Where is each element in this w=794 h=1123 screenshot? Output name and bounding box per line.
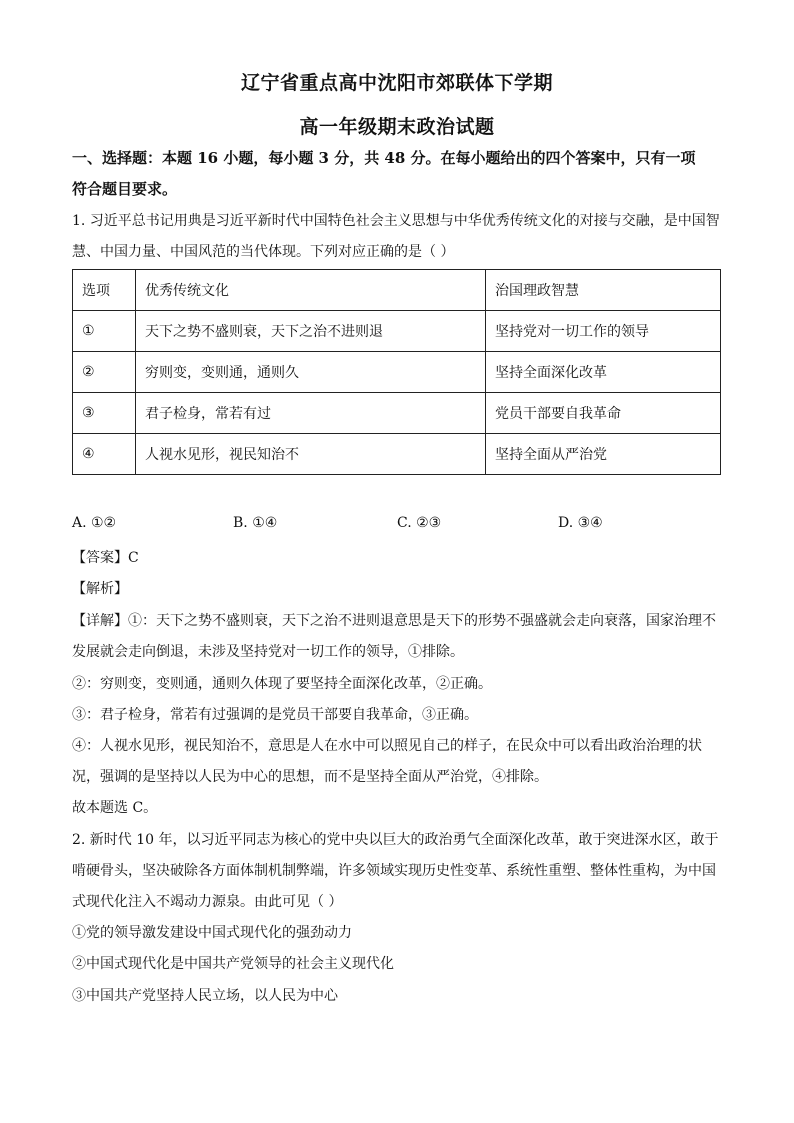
table-header-cell: 治国理政智慧	[486, 270, 721, 311]
q1-analysis-label: 【解析】	[72, 581, 128, 597]
table-cell: ④	[73, 434, 136, 475]
section-heading-line-1: 一、选择题：本题 16 小题，每小题 3 分，共 48 分。在每小题给出的四个答案中，只有一项	[72, 149, 696, 167]
choice-b[interactable]: B. ①④	[233, 515, 278, 531]
table-header-row	[73, 270, 721, 311]
q1-detail-line-5: ④：人视水见形，视民知治不，意思是人在水中可以照见自己的样子，在民众中可以看出政治治理的状	[72, 738, 702, 754]
choice-c[interactable]: C. ②③	[397, 515, 442, 531]
table-cell: 党员干部要自我革命	[486, 393, 721, 434]
title-line-1: 辽宁省重点高中沈阳市郊联体下学期	[240, 72, 553, 94]
q1-detail-line-3: ②：穷则变，变则通，通则久体现了要坚持全面深化改革，②正确。	[72, 676, 492, 692]
section-heading-line-2: 符合题目要求。	[72, 180, 178, 198]
choice-d[interactable]: D. ③④	[558, 515, 603, 531]
q2-stem-line-3: 式现代化注入不竭动力源泉。由此可见（ ）	[72, 894, 343, 910]
q1-options-table	[72, 269, 721, 475]
q1-stem-line-1: 1. 习近平总书记用典是习近平新时代中国特色社会主义思想与中华优秀传统文化的对接与交融，是中国智	[72, 213, 720, 229]
table-header-cell: 选项	[73, 270, 136, 311]
q1-detail-line-4: ③：君子检身，常若有过强调的是党员干部要自我革命，③正确。	[72, 707, 478, 723]
q2-option-3: ③中国共产党坚持人民立场，以人民为中心	[72, 988, 338, 1004]
q1-detail-line-1: 【详解】①：天下之势不盛则衰，天下之治不进则退意思是天下的形势不强盛就会走向衰落，国家治理不	[72, 613, 716, 629]
q1-answer: 【答案】C	[72, 550, 139, 566]
table-cell: 坚持全面深化改革	[486, 352, 721, 393]
table-cell: 穷则变，变则通，通则久	[136, 352, 486, 393]
table-cell: 人视水见形，视民知治不	[136, 434, 486, 475]
table-row	[73, 434, 721, 475]
table-header-cell: 优秀传统文化	[136, 270, 486, 311]
q1-stem-line-2: 慧、中国力量、中国风范的当代体现。下列对应正确的是（ ）	[72, 244, 455, 260]
table-row	[73, 352, 721, 393]
table-cell: 天下之势不盛则衰，天下之治不进则退	[136, 311, 486, 352]
table-cell: ②	[73, 352, 136, 393]
table-cell: 坚持党对一切工作的领导	[486, 311, 721, 352]
q1-conclusion: 故本题选 C。	[72, 800, 158, 816]
table-cell: 君子检身，常若有过	[136, 393, 486, 434]
table-cell: ①	[73, 311, 136, 352]
table-row	[73, 311, 721, 352]
table-cell: 坚持全面从严治党	[486, 434, 721, 475]
q2-option-1: ①党的领导激发建设中国式现代化的强劲动力	[72, 925, 352, 941]
table-row	[73, 393, 721, 434]
q1-detail-line-6: 况，强调的是坚持以人民为中心的思想，而不是坚持全面从严治党，④排除。	[72, 769, 548, 785]
q2-stem-line-1: 2. 新时代 10 年，以习近平同志为核心的党中央以巨大的政治勇气全面深化改革，敢于突进深水区，敢于	[72, 832, 719, 848]
q2-option-2: ②中国式现代化是中国共产党领导的社会主义现代化	[72, 956, 394, 972]
q1-detail-line-2: 发展就会走向倒退，未涉及坚持党对一切工作的领导，①排除。	[72, 644, 464, 660]
table-cell: ③	[73, 393, 136, 434]
choice-a[interactable]: A. ①②	[72, 515, 117, 531]
q2-stem-line-2: 啃硬骨头，坚决破除各方面体制机制弊端，许多领域实现历史性变革、系统性重塑、整体性重构，为中国	[72, 863, 716, 879]
title-line-2: 高一年级期末政治试题	[299, 116, 495, 138]
